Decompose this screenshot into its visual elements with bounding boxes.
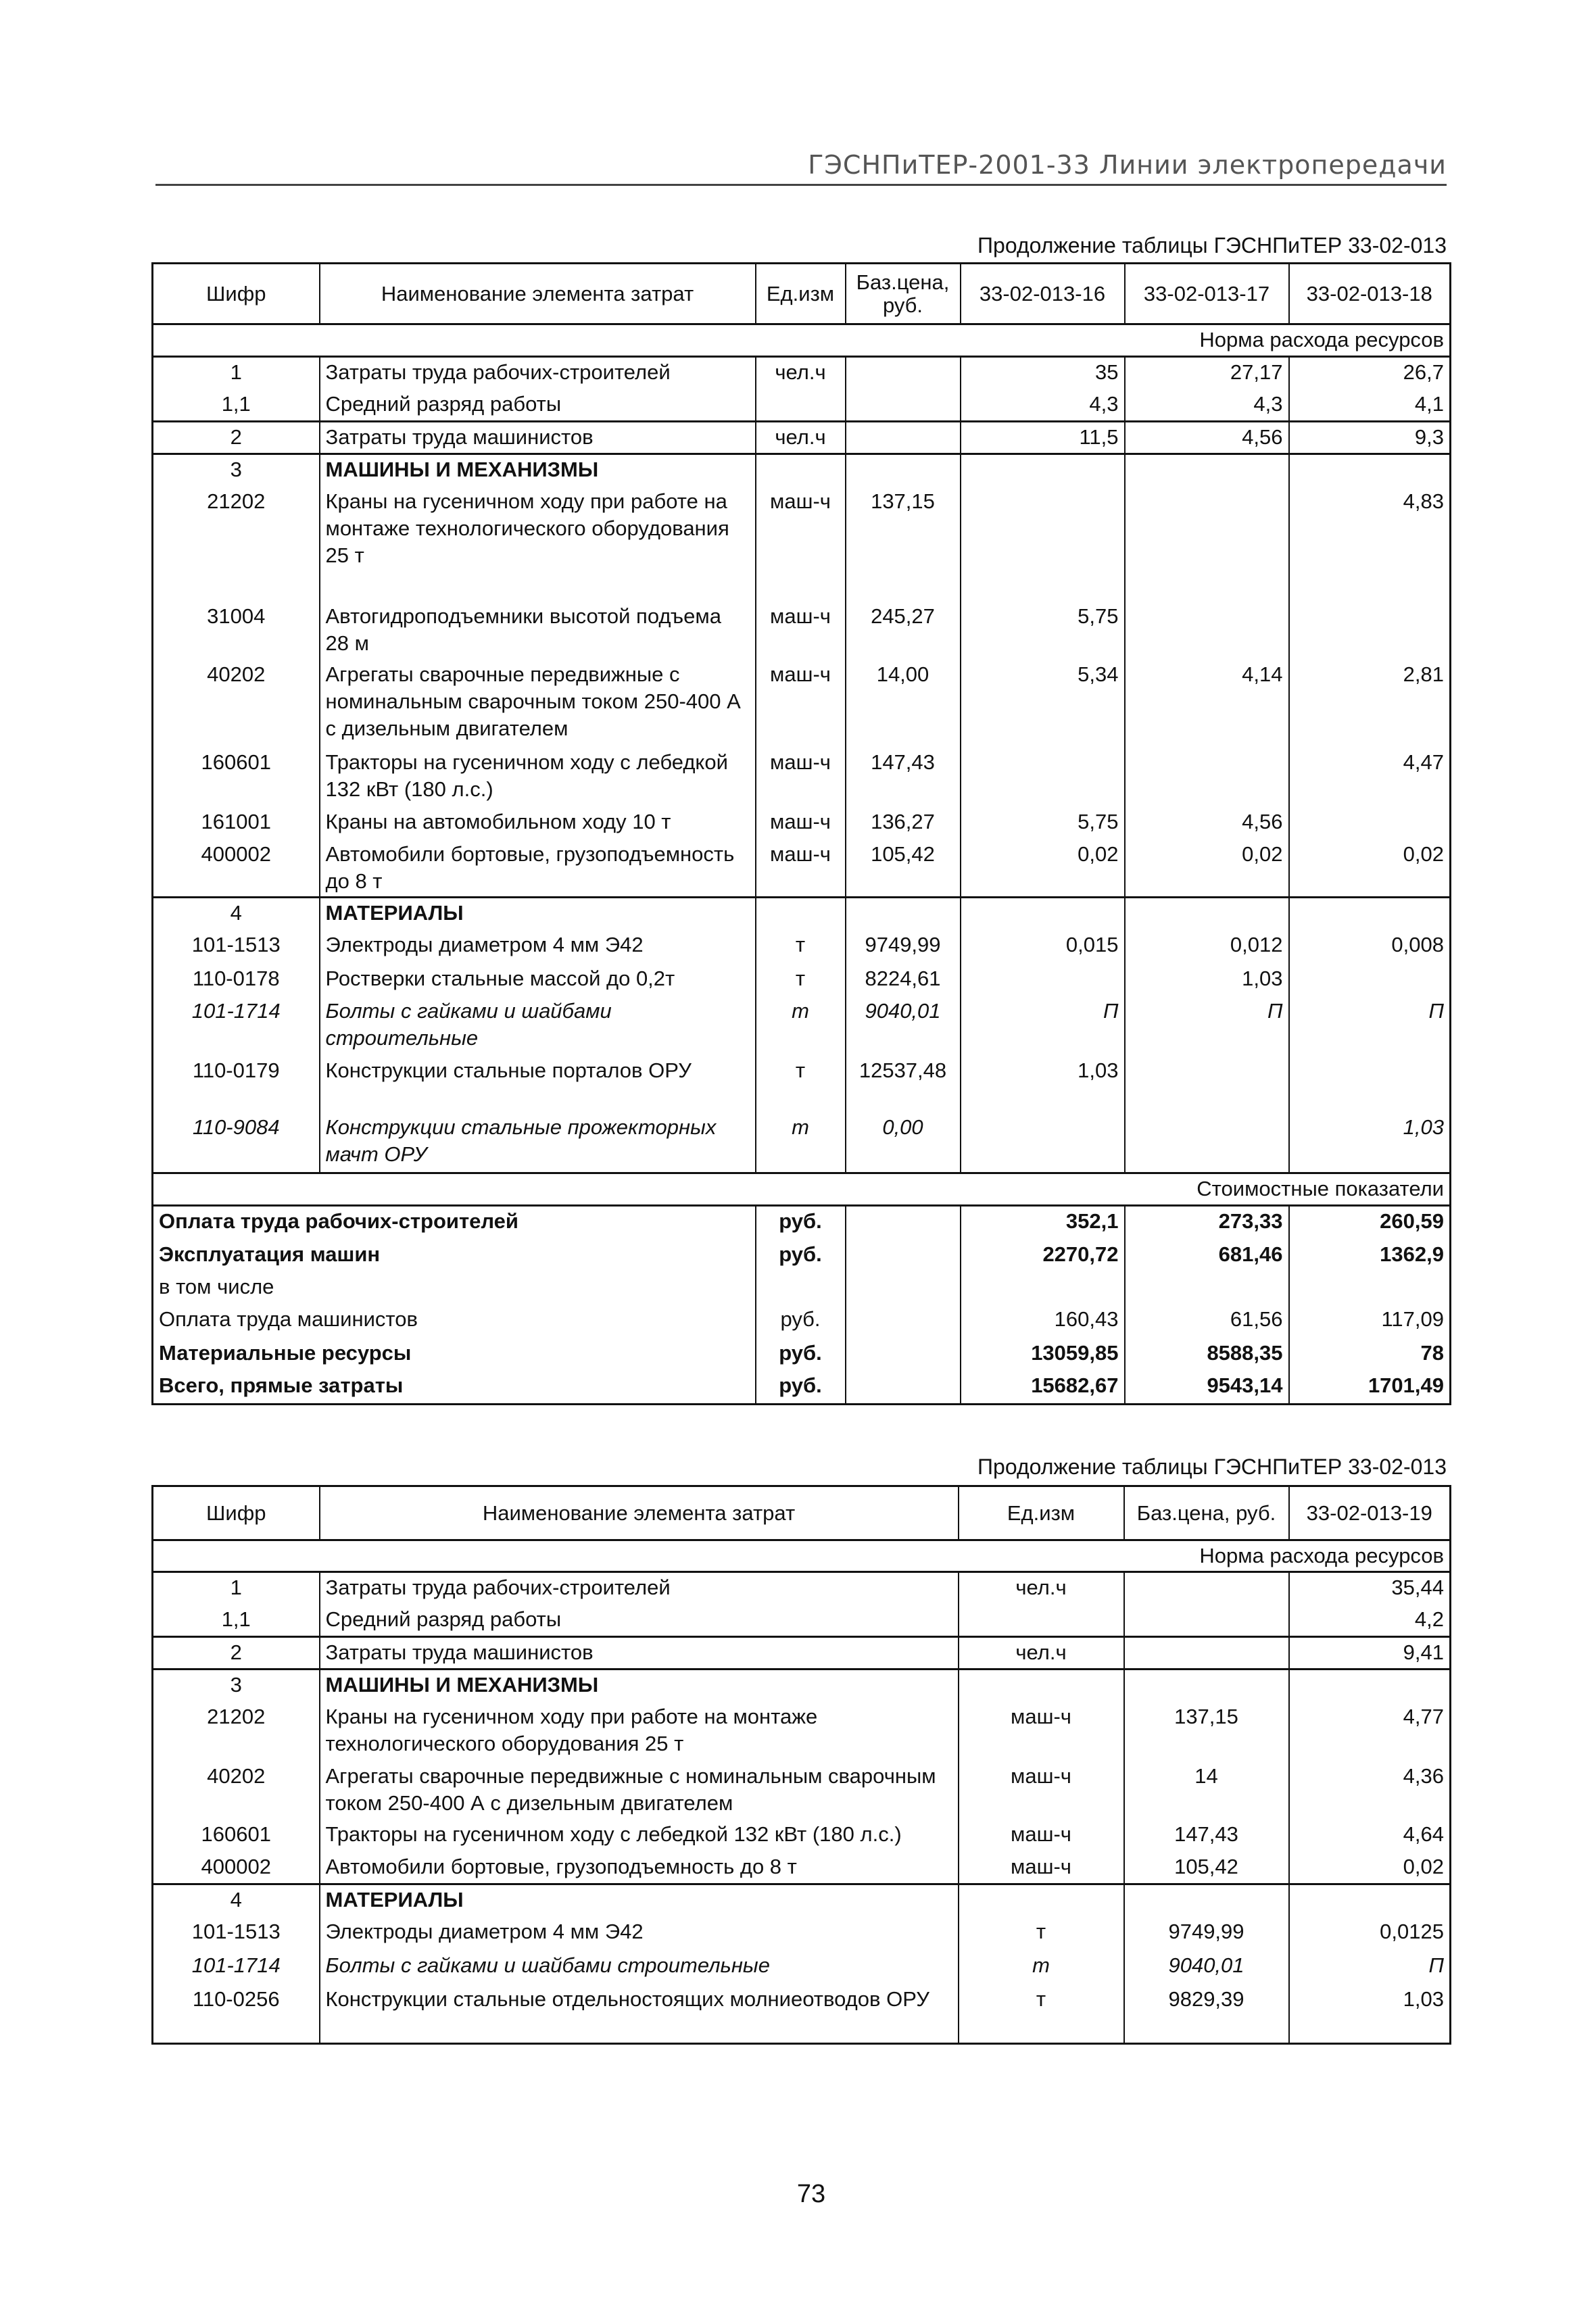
cell-v16: [961, 748, 1125, 807]
cell-v17: 4,3: [1125, 389, 1289, 422]
table2-caption: Продолжение таблицы ГЭСНПиТЕР 33-02-013: [977, 1455, 1447, 1479]
cell-v19: [1289, 1670, 1451, 1702]
cell-price: 245,27: [846, 602, 961, 660]
cell-name: Конструкции стальные порталов ОРУ: [320, 1056, 756, 1113]
cell-v16: П: [961, 996, 1125, 1056]
table-row: [153, 422, 1451, 454]
norm-header: Норма расхода ресурсов: [153, 324, 1451, 357]
cell-v17: 4,14: [1125, 660, 1289, 748]
cell-v18: [1289, 1056, 1451, 1113]
cost-row: [153, 1206, 1451, 1240]
table-row: [153, 1761, 1451, 1820]
cell-name: Средний разряд работы: [320, 1605, 959, 1637]
page-header: [155, 150, 1447, 184]
section-row: [153, 454, 1451, 487]
cell-unit: [959, 1605, 1124, 1637]
cell-v17: 1,03: [1125, 964, 1289, 996]
table-row: [153, 487, 1451, 602]
cost-v17: 681,46: [1125, 1240, 1289, 1272]
cell-v17: [1125, 602, 1289, 660]
table-row: [153, 1056, 1451, 1113]
cell-code: 40202: [153, 1761, 320, 1820]
table-row: [153, 807, 1451, 839]
cell-v19: 4,36: [1289, 1761, 1451, 1820]
cell-v19: 4,77: [1289, 1702, 1451, 1761]
cell-v18: 9,3: [1289, 422, 1451, 454]
table1-caption: Продолжение таблицы ГЭСНПиТЕР 33-02-013: [977, 233, 1447, 258]
cost-price: [846, 1272, 961, 1305]
section-title: МАШИНЫ И МЕХАНИЗМЫ: [320, 454, 756, 487]
cell-unit: т: [959, 1917, 1124, 1951]
cell-unit: чел.ч: [959, 1572, 1124, 1605]
cell-code: 40202: [153, 660, 320, 748]
cell-v17: [1125, 898, 1289, 930]
cell-name: Автомобили бортовые, грузоподъемность до 8 т: [320, 839, 756, 898]
cost-v18: 117,09: [1289, 1305, 1451, 1338]
cell-v18: [1289, 807, 1451, 839]
cost-price: [846, 1338, 961, 1371]
cell-v19: 9,41: [1289, 1637, 1451, 1670]
cell-v19: 1,03: [1289, 1984, 1451, 2044]
cell-name: Краны на автомобильном ходу 10 т: [320, 807, 756, 839]
cell-price: 9040,01: [1124, 1951, 1289, 1984]
cell-v18: 4,1: [1289, 389, 1451, 422]
cell-name: Болты с гайками и шайбами строительные: [320, 996, 756, 1056]
cell-code: 101-1513: [153, 1917, 320, 1951]
section-row: [153, 1884, 1451, 1917]
cell-name: Средний разряд работы: [320, 389, 756, 422]
table-row: [153, 1984, 1451, 2044]
cost-row: [153, 1371, 1451, 1405]
cell-price: [1124, 1637, 1289, 1670]
cell-code: 2: [153, 422, 320, 454]
cell-unit: [756, 898, 846, 930]
cell-v18: [1289, 898, 1451, 930]
cell-v17: [1125, 454, 1289, 487]
cell-price: [846, 357, 961, 389]
cell-unit: т: [756, 1056, 846, 1113]
cell-v18: [1289, 964, 1451, 996]
cell-price: [846, 898, 961, 930]
cell-unit: маш-ч: [756, 660, 846, 748]
cost-v17: [1125, 1272, 1289, 1305]
cell-v16: [961, 487, 1125, 602]
cell-code: 1,1: [153, 389, 320, 422]
cell-v16: 5,75: [961, 807, 1125, 839]
cell-v16: 0,02: [961, 839, 1125, 898]
cell-v18: 0,02: [1289, 839, 1451, 898]
cell-code: 21202: [153, 487, 320, 602]
cell-unit: чел.ч: [756, 422, 846, 454]
cell-v18: [1289, 454, 1451, 487]
cell-v18: [1289, 602, 1451, 660]
cell-v16: [961, 898, 1125, 930]
cell-price: [1124, 1572, 1289, 1605]
cell-name: Электроды диаметром 4 мм Э42: [320, 930, 756, 964]
cost-unit: руб.: [756, 1206, 846, 1240]
cell-v19: 0,0125: [1289, 1917, 1451, 1951]
table1-cost-header-row: [153, 1173, 1451, 1206]
cell-v16: [961, 454, 1125, 487]
cost-v17: 9543,14: [1125, 1371, 1289, 1405]
section-title: МАТЕРИАЛЫ: [320, 898, 756, 930]
cost-name: Материальные ресурсы: [153, 1338, 756, 1371]
cell-price: 136,27: [846, 807, 961, 839]
table-row: [153, 1951, 1451, 1984]
cell-v16: [961, 1113, 1125, 1173]
table-row: [153, 1702, 1451, 1761]
section-row: [153, 1670, 1451, 1702]
section-title: МАШИНЫ И МЕХАНИЗМЫ: [320, 1670, 959, 1702]
table-row: [153, 357, 1451, 389]
cost-v16: 15682,67: [961, 1371, 1125, 1405]
table-row: [153, 389, 1451, 422]
cell-name: Ростверки стальные массой до 0,2т: [320, 964, 756, 996]
cell-code: 1,1: [153, 1605, 320, 1637]
cell-v17: 4,56: [1125, 422, 1289, 454]
cell-v19: П: [1289, 1951, 1451, 1984]
cell-v19: 4,64: [1289, 1820, 1451, 1852]
cell-code: 110-0178: [153, 964, 320, 996]
cell-price: 105,42: [846, 839, 961, 898]
cell-name: Затраты труда машинистов: [320, 422, 756, 454]
cell-name: Затраты труда машинистов: [320, 1637, 959, 1670]
cost-v16: 2270,72: [961, 1240, 1125, 1272]
col-header-16: 33-02-013-16: [961, 264, 1125, 324]
cell-v17: 27,17: [1125, 357, 1289, 389]
cost-row: [153, 1338, 1451, 1371]
table2-header-row: [153, 1486, 1451, 1540]
cell-unit: [959, 1884, 1124, 1917]
cell-v18: 4,83: [1289, 487, 1451, 602]
cost-row: [153, 1240, 1451, 1272]
cell-v17: 0,012: [1125, 930, 1289, 964]
cell-code: 4: [153, 1884, 320, 1917]
cell-v18: 1,03: [1289, 1113, 1451, 1173]
table-row: [153, 1605, 1451, 1637]
col-header-price: Баз.цена, руб.: [846, 264, 961, 324]
cell-v16: [961, 964, 1125, 996]
cost-name: Всего, прямые затраты: [153, 1371, 756, 1405]
cost-price: [846, 1240, 961, 1272]
table2: [151, 1485, 1451, 2045]
cell-unit: маш-ч: [756, 602, 846, 660]
cost-name: Оплата труда рабочих-строителей: [153, 1206, 756, 1240]
cost-unit: руб.: [756, 1305, 846, 1338]
cell-unit: т: [959, 1951, 1124, 1984]
cell-code: 160601: [153, 748, 320, 807]
cell-name: Краны на гусеничном ходу при работе на монтаже технологического оборудования 25 т: [320, 1702, 959, 1761]
cell-code: 21202: [153, 1702, 320, 1761]
cell-price: [1124, 1670, 1289, 1702]
cell-price: 9040,01: [846, 996, 961, 1056]
col-header-code: Шифр: [153, 1486, 320, 1540]
col-header-19: 33-02-013-19: [1289, 1486, 1451, 1540]
cell-price: [1124, 1605, 1289, 1637]
cell-name: Агрегаты сварочные передвижные с номинальным сварочным током 250-400 А с дизельным двигателем: [320, 660, 756, 748]
cell-price: [846, 454, 961, 487]
cell-name: Конструкции стальные отдельностоящих молниеотводов ОРУ: [320, 1984, 959, 2044]
cost-v17: 8588,35: [1125, 1338, 1289, 1371]
cell-price: 0,00: [846, 1113, 961, 1173]
cost-name: Эксплуатация машин: [153, 1240, 756, 1272]
table-row: [153, 1917, 1451, 1951]
cell-unit: [756, 454, 846, 487]
col-header-name: Наименование элемента затрат: [320, 264, 756, 324]
cost-unit: руб.: [756, 1338, 846, 1371]
cell-v16: 5,34: [961, 660, 1125, 748]
cell-name: Краны на гусеничном ходу при работе на монтаже технологического оборудования 25 т: [320, 487, 756, 602]
col-header-17: 33-02-013-17: [1125, 264, 1289, 324]
cost-row: [153, 1272, 1451, 1305]
cell-price: 14: [1124, 1761, 1289, 1820]
cell-price: 105,42: [1124, 1852, 1289, 1884]
cell-unit: маш-ч: [756, 487, 846, 602]
cost-unit: руб.: [756, 1371, 846, 1405]
cell-code: 31004: [153, 602, 320, 660]
cost-row: [153, 1305, 1451, 1338]
cost-v18: 1701,49: [1289, 1371, 1451, 1405]
table-row: [153, 1820, 1451, 1852]
cell-v17: [1125, 1056, 1289, 1113]
cell-price: 137,15: [1124, 1702, 1289, 1761]
table-row: [153, 602, 1451, 660]
cell-price: [846, 422, 961, 454]
cell-price: 147,43: [1124, 1820, 1289, 1852]
cell-v19: 0,02: [1289, 1852, 1451, 1884]
section-title: МАТЕРИАЛЫ: [320, 1884, 959, 1917]
table-row: [153, 930, 1451, 964]
col-header-unit: Ед.изм: [756, 264, 846, 324]
cost-v16: [961, 1272, 1125, 1305]
cell-code: 3: [153, 1670, 320, 1702]
cell-code: 110-9084: [153, 1113, 320, 1173]
cell-code: 4: [153, 898, 320, 930]
cell-v17: [1125, 748, 1289, 807]
cell-unit: т: [756, 930, 846, 964]
header-rule: [155, 184, 1447, 186]
table-row: [153, 1113, 1451, 1173]
cell-v18: 0,008: [1289, 930, 1451, 964]
cell-name: Электроды диаметром 4 мм Э42: [320, 1917, 959, 1951]
table2-norm-row: [153, 1540, 1451, 1572]
cell-name: Тракторы на гусеничном ходу с лебедкой 132 кВт (180 л.с.): [320, 748, 756, 807]
cell-code: 1: [153, 1572, 320, 1605]
cell-v16: 11,5: [961, 422, 1125, 454]
cell-code: 101-1513: [153, 930, 320, 964]
cell-v16: 5,75: [961, 602, 1125, 660]
cost-v17: 273,33: [1125, 1206, 1289, 1240]
cell-v19: 35,44: [1289, 1572, 1451, 1605]
cell-v17: [1125, 1113, 1289, 1173]
cost-unit: руб.: [756, 1240, 846, 1272]
cell-name: Тракторы на гусеничном ходу с лебедкой 132 кВт (180 л.с.): [320, 1820, 959, 1852]
cell-code: 400002: [153, 839, 320, 898]
col-header-unit: Ед.изм: [959, 1486, 1124, 1540]
table-row: [153, 660, 1451, 748]
cell-v16: 4,3: [961, 389, 1125, 422]
cell-v18: П: [1289, 996, 1451, 1056]
cost-v17: 61,56: [1125, 1305, 1289, 1338]
cell-code: 110-0256: [153, 1984, 320, 2044]
cell-v17: 4,56: [1125, 807, 1289, 839]
cell-v18: 4,47: [1289, 748, 1451, 807]
table-row: [153, 996, 1451, 1056]
cell-v17: [1125, 487, 1289, 602]
col-header-18: 33-02-013-18: [1289, 264, 1451, 324]
cell-unit: чел.ч: [959, 1637, 1124, 1670]
cell-name: Агрегаты сварочные передвижные с номинальным сварочным током 250-400 А с дизельным двигателем: [320, 1761, 959, 1820]
cell-v17: П: [1125, 996, 1289, 1056]
cell-code: 2: [153, 1637, 320, 1670]
norm-header: Норма расхода ресурсов: [153, 1540, 1451, 1572]
cell-unit: маш-ч: [756, 807, 846, 839]
cost-v18: 260,59: [1289, 1206, 1451, 1240]
cost-v16: 13059,85: [961, 1338, 1125, 1371]
cost-v16: 160,43: [961, 1305, 1125, 1338]
cost-price: [846, 1371, 961, 1405]
cell-unit: т: [756, 964, 846, 996]
cell-code: 160601: [153, 1820, 320, 1852]
cell-unit: маш-ч: [959, 1852, 1124, 1884]
table-row: [153, 1572, 1451, 1605]
cost-unit: [756, 1272, 846, 1305]
cell-price: 137,15: [846, 487, 961, 602]
cost-name: в том числе: [153, 1272, 756, 1305]
table1-norm-row: [153, 324, 1451, 357]
cell-name: Конструкции стальные прожекторных мачт ОРУ: [320, 1113, 756, 1173]
cell-v19: [1289, 1884, 1451, 1917]
col-header-name: Наименование элемента затрат: [320, 1486, 959, 1540]
cell-unit: маш-ч: [756, 839, 846, 898]
cell-name: Автомобили бортовые, грузоподъемность до 8 т: [320, 1852, 959, 1884]
cell-code: 101-1714: [153, 1951, 320, 1984]
cell-price: 9829,39: [1124, 1984, 1289, 2044]
page-number: 73: [796, 2180, 826, 2208]
cell-name: Затраты труда рабочих-строителей: [320, 357, 756, 389]
cell-price: [1124, 1884, 1289, 1917]
cell-v16: 0,015: [961, 930, 1125, 964]
cell-price: 9749,99: [1124, 1917, 1289, 1951]
cell-name: Затраты труда рабочих-строителей: [320, 1572, 959, 1605]
cost-v18: 1362,9: [1289, 1240, 1451, 1272]
cell-v18: 2,81: [1289, 660, 1451, 748]
cell-unit: т: [756, 996, 846, 1056]
cost-v18: [1289, 1272, 1451, 1305]
cost-price: [846, 1206, 961, 1240]
cell-price: 14,00: [846, 660, 961, 748]
cell-name: Болты с гайками и шайбами строительные: [320, 1951, 959, 1984]
cell-v18: 26,7: [1289, 357, 1451, 389]
cell-name: Автогидроподъемники высотой подъема 28 м: [320, 602, 756, 660]
table1-header-row: [153, 264, 1451, 324]
cell-unit: маш-ч: [959, 1761, 1124, 1820]
cell-v17: 0,02: [1125, 839, 1289, 898]
cell-price: [846, 389, 961, 422]
cost-name: Оплата труда машинистов: [153, 1305, 756, 1338]
col-header-price: Баз.цена, руб.: [1124, 1486, 1289, 1540]
cost-v18: 78: [1289, 1338, 1451, 1371]
cell-v16: 35: [961, 357, 1125, 389]
cell-code: 1: [153, 357, 320, 389]
cell-price: 8224,61: [846, 964, 961, 996]
cost-v16: 352,1: [961, 1206, 1125, 1240]
cell-code: 110-0179: [153, 1056, 320, 1113]
cell-unit: [959, 1670, 1124, 1702]
section-row: [153, 898, 1451, 930]
cell-price: 12537,48: [846, 1056, 961, 1113]
cell-v19: 4,2: [1289, 1605, 1451, 1637]
cell-unit: т: [756, 1113, 846, 1173]
cell-code: 3: [153, 454, 320, 487]
table-row: [153, 964, 1451, 996]
cell-price: 147,43: [846, 748, 961, 807]
table-row: [153, 839, 1451, 898]
cell-price: 9749,99: [846, 930, 961, 964]
cell-unit: маш-ч: [959, 1820, 1124, 1852]
cost-header: Стоимостные показатели: [153, 1173, 1451, 1206]
cell-unit: [756, 389, 846, 422]
cost-price: [846, 1305, 961, 1338]
cell-code: 101-1714: [153, 996, 320, 1056]
cell-code: 161001: [153, 807, 320, 839]
cell-unit: чел.ч: [756, 357, 846, 389]
cell-unit: маш-ч: [756, 748, 846, 807]
cell-unit: т: [959, 1984, 1124, 2044]
table-row: [153, 1637, 1451, 1670]
page-header-title: ГЭСНПиТЕР-2001-33 Линии электропередачи: [808, 150, 1447, 180]
cell-code: 400002: [153, 1852, 320, 1884]
cell-v16: 1,03: [961, 1056, 1125, 1113]
table-row: [153, 1852, 1451, 1884]
cell-unit: маш-ч: [959, 1702, 1124, 1761]
col-header-code: Шифр: [153, 264, 320, 324]
table1: [151, 262, 1451, 1405]
table-row: [153, 748, 1451, 807]
